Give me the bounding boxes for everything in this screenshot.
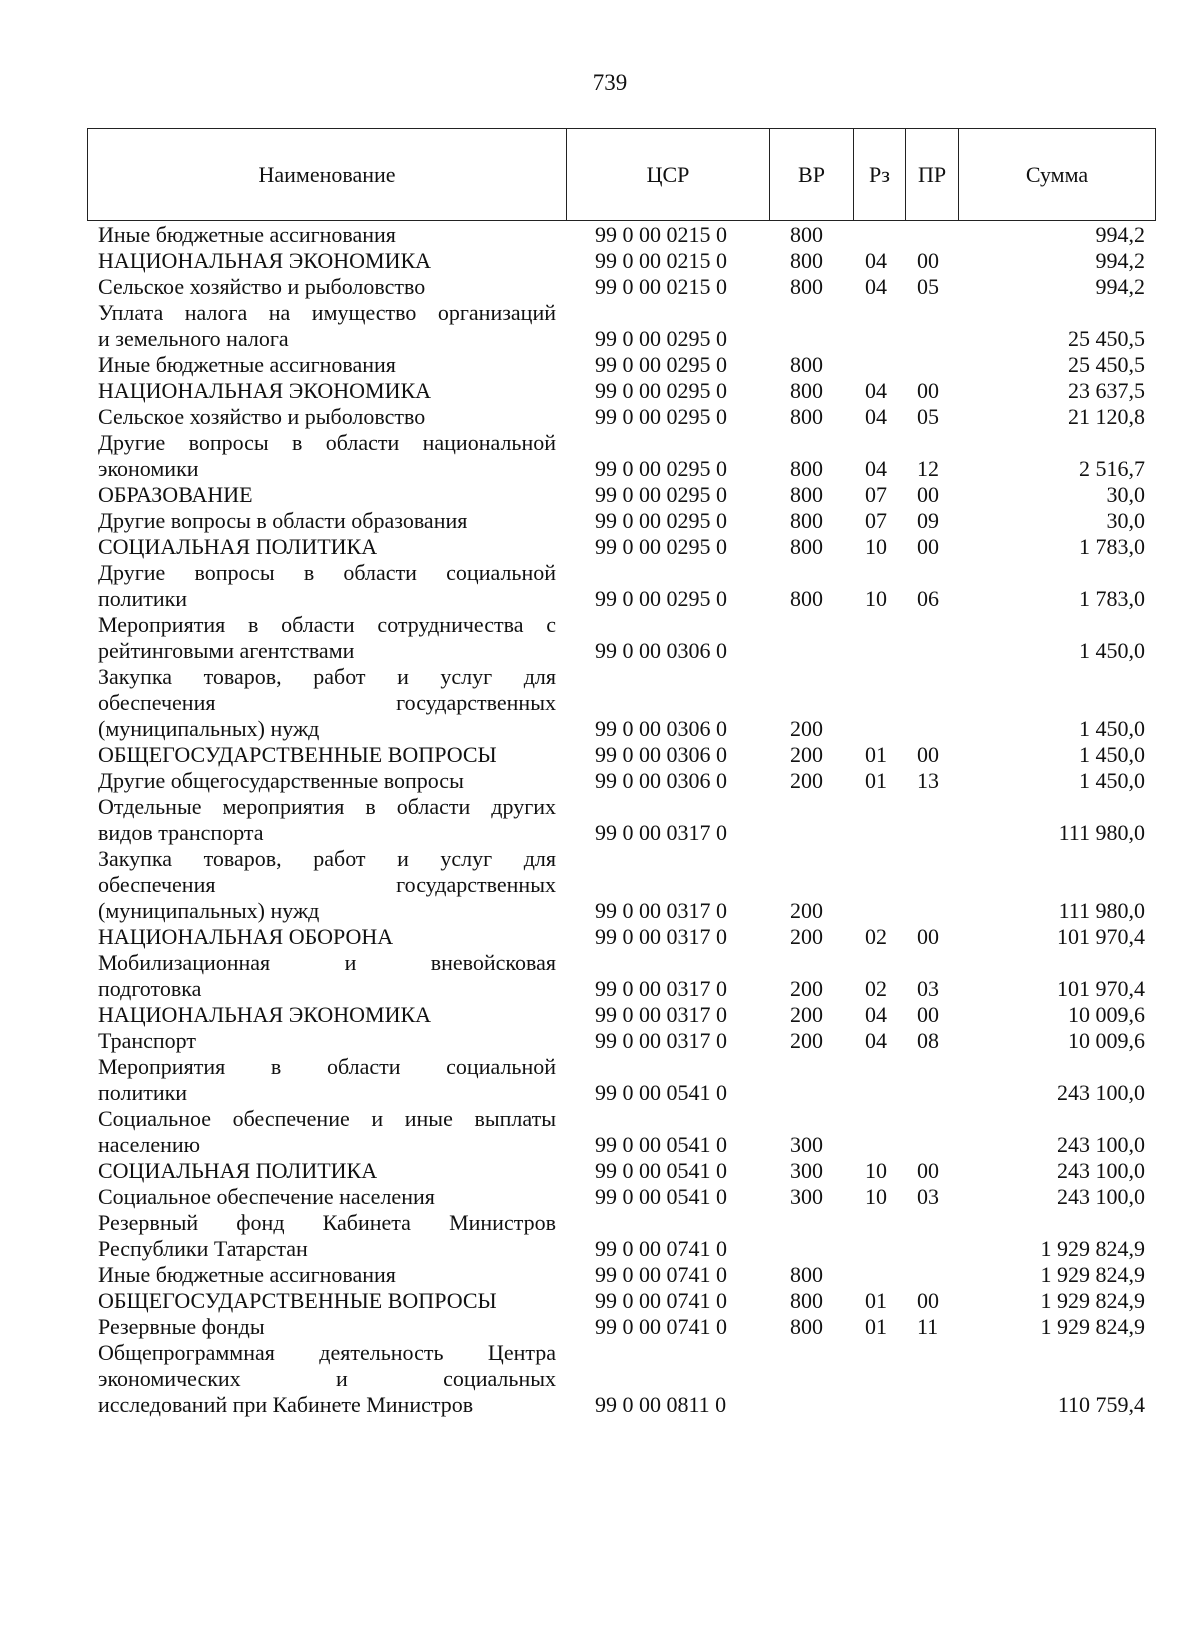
row-vr: 200 bbox=[790, 716, 823, 741]
table-row bbox=[0, 300, 1200, 352]
row-name bbox=[98, 404, 556, 430]
row-pr: 00 bbox=[917, 1002, 939, 1027]
row-name-line: рейтинговыми агентствами bbox=[98, 638, 355, 663]
row-pr: 00 bbox=[917, 924, 939, 949]
row-csr: 99 0 00 0741 0 bbox=[595, 1236, 727, 1261]
row-name-line: Резервный фонд Кабинета Министров bbox=[98, 1210, 556, 1235]
row-sum: 1 783,0 bbox=[1079, 586, 1145, 611]
row-csr: 99 0 00 0295 0 bbox=[595, 378, 727, 403]
row-rz: 10 bbox=[865, 586, 887, 611]
row-name-line: экономики bbox=[98, 456, 199, 481]
row-sum: 10 009,6 bbox=[1068, 1002, 1145, 1027]
row-sum: 101 970,4 bbox=[1057, 976, 1145, 1001]
row-rz: 01 bbox=[865, 768, 887, 793]
row-name bbox=[98, 352, 556, 378]
row-name-line: Иные бюджетные ассигнования bbox=[98, 352, 396, 377]
row-sum: 243 100,0 bbox=[1057, 1184, 1145, 1209]
row-sum: 994,2 bbox=[1095, 274, 1145, 299]
row-rz: 01 bbox=[865, 1288, 887, 1313]
header-sum: Сумма bbox=[959, 129, 1156, 221]
row-csr: 99 0 00 0741 0 bbox=[595, 1314, 727, 1339]
row-name-line: Сельское хозяйство и рыболовство bbox=[98, 404, 426, 429]
row-sum: 1 929 824,9 bbox=[1040, 1314, 1145, 1339]
row-sum: 994,2 bbox=[1095, 248, 1145, 273]
row-csr: 99 0 00 0317 0 bbox=[595, 898, 727, 923]
header-pr: ПР bbox=[906, 129, 959, 221]
row-rz: 10 bbox=[865, 1184, 887, 1209]
row-pr: 13 bbox=[917, 768, 939, 793]
row-name-line: (муниципальных) нужд bbox=[98, 716, 320, 741]
row-sum: 30,0 bbox=[1106, 508, 1145, 533]
row-name-line: Социальное обеспечение населения bbox=[98, 1184, 435, 1209]
row-csr: 99 0 00 0317 0 bbox=[595, 924, 727, 949]
row-name-line: обеспечения государственных bbox=[98, 872, 556, 897]
row-name-line: Другие вопросы в области национальной bbox=[98, 430, 556, 455]
row-vr: 200 bbox=[790, 924, 823, 949]
row-csr: 99 0 00 0295 0 bbox=[595, 352, 727, 377]
row-rz: 10 bbox=[865, 1158, 887, 1183]
row-sum: 111 980,0 bbox=[1058, 820, 1145, 845]
row-pr: 00 bbox=[917, 534, 939, 559]
row-pr: 09 bbox=[917, 508, 939, 533]
row-csr: 99 0 00 0295 0 bbox=[595, 456, 727, 481]
row-pr: 03 bbox=[917, 1184, 939, 1209]
page-number: 739 bbox=[592, 70, 628, 95]
row-csr: 99 0 00 0306 0 bbox=[595, 716, 727, 741]
row-sum: 994,2 bbox=[1095, 222, 1145, 247]
row-vr: 800 bbox=[790, 586, 823, 611]
row-name-line: (муниципальных) нужд bbox=[98, 898, 320, 923]
row-csr: 99 0 00 0295 0 bbox=[595, 326, 727, 351]
row-name bbox=[98, 612, 556, 664]
row-sum: 243 100,0 bbox=[1057, 1132, 1145, 1157]
row-name-line: Мероприятия в области сотрудничества с bbox=[98, 612, 556, 637]
row-vr: 200 bbox=[790, 742, 823, 767]
row-vr: 800 bbox=[790, 508, 823, 533]
row-name-line: Иные бюджетные ассигнования bbox=[98, 222, 396, 247]
row-sum: 243 100,0 bbox=[1057, 1080, 1145, 1105]
row-vr: 300 bbox=[790, 1132, 823, 1157]
row-name bbox=[98, 1210, 556, 1262]
row-name-line: политики bbox=[98, 586, 188, 611]
row-sum: 1 450,0 bbox=[1079, 716, 1145, 741]
row-name bbox=[98, 1028, 556, 1054]
row-csr: 99 0 00 0295 0 bbox=[595, 534, 727, 559]
row-sum: 101 970,4 bbox=[1057, 924, 1145, 949]
row-name-line: Другие общегосударственные вопросы bbox=[98, 768, 464, 793]
row-name-line: НАЦИОНАЛЬНАЯ ЭКОНОМИКА bbox=[98, 378, 432, 403]
row-name-line: Другие вопросы в области социальной bbox=[98, 560, 556, 585]
row-name-line: НАЦИОНАЛЬНАЯ ЭКОНОМИКА bbox=[98, 1002, 432, 1027]
row-name bbox=[98, 1262, 556, 1288]
row-name bbox=[98, 768, 556, 794]
row-csr: 99 0 00 0317 0 bbox=[595, 976, 727, 1001]
row-pr: 00 bbox=[917, 482, 939, 507]
row-pr: 00 bbox=[917, 742, 939, 767]
row-csr: 99 0 00 0306 0 bbox=[595, 742, 727, 767]
row-pr: 05 bbox=[917, 274, 939, 299]
row-csr: 99 0 00 0317 0 bbox=[595, 820, 727, 845]
row-vr: 200 bbox=[790, 1002, 823, 1027]
table-row bbox=[0, 1028, 1200, 1054]
row-sum: 1 450,0 bbox=[1079, 638, 1145, 663]
row-sum: 243 100,0 bbox=[1057, 1158, 1145, 1183]
row-csr: 99 0 00 0317 0 bbox=[595, 1002, 727, 1027]
row-vr: 800 bbox=[790, 1288, 823, 1313]
row-name-line: Резервные фонды bbox=[98, 1314, 265, 1339]
row-csr: 99 0 00 0306 0 bbox=[595, 768, 727, 793]
table-row bbox=[0, 248, 1200, 274]
table-body bbox=[0, 222, 1200, 1418]
row-vr: 300 bbox=[790, 1158, 823, 1183]
row-pr: 06 bbox=[917, 586, 939, 611]
row-csr: 99 0 00 0295 0 bbox=[595, 482, 727, 507]
row-pr: 03 bbox=[917, 976, 939, 1001]
row-name-line: населению bbox=[98, 1132, 201, 1157]
row-pr: 00 bbox=[917, 248, 939, 273]
row-name-line: Мероприятия в области социальной bbox=[98, 1054, 556, 1079]
row-name-line: Республики Татарстан bbox=[98, 1236, 308, 1261]
row-name-line: политики bbox=[98, 1080, 188, 1105]
row-name bbox=[98, 534, 556, 560]
row-sum: 1 450,0 bbox=[1079, 768, 1145, 793]
row-rz: 04 bbox=[865, 404, 887, 429]
row-vr: 800 bbox=[790, 352, 823, 377]
table-row bbox=[0, 378, 1200, 404]
row-vr: 800 bbox=[790, 1262, 823, 1287]
row-vr: 300 bbox=[790, 1184, 823, 1209]
row-csr: 99 0 00 0541 0 bbox=[595, 1158, 727, 1183]
row-name-line: Сельское хозяйство и рыболовство bbox=[98, 274, 426, 299]
table-row bbox=[0, 612, 1200, 664]
row-sum: 2 516,7 bbox=[1079, 456, 1145, 481]
row-sum: 1 450,0 bbox=[1079, 742, 1145, 767]
row-pr: 05 bbox=[917, 404, 939, 429]
row-name-line: ОБЩЕГОСУДАРСТВЕННЫЕ ВОПРОСЫ bbox=[98, 1288, 497, 1313]
row-csr: 99 0 00 0811 0 bbox=[595, 1392, 727, 1417]
row-csr: 99 0 00 0215 0 bbox=[595, 274, 727, 299]
row-sum: 23 637,5 bbox=[1068, 378, 1145, 403]
row-sum: 25 450,5 bbox=[1068, 326, 1145, 351]
row-rz: 01 bbox=[865, 742, 887, 767]
row-name bbox=[98, 482, 556, 508]
table-row bbox=[0, 534, 1200, 560]
row-rz: 02 bbox=[865, 976, 887, 1001]
row-sum: 1 929 824,9 bbox=[1040, 1262, 1145, 1287]
header-name: Наименование bbox=[88, 129, 567, 221]
row-csr: 99 0 00 0741 0 bbox=[595, 1288, 727, 1313]
row-name-line: Другие вопросы в области образования bbox=[98, 508, 468, 533]
row-name bbox=[98, 1288, 556, 1314]
row-sum: 10 009,6 bbox=[1068, 1028, 1145, 1053]
row-rz: 01 bbox=[865, 1314, 887, 1339]
row-vr: 200 bbox=[790, 898, 823, 923]
row-sum: 21 120,8 bbox=[1068, 404, 1145, 429]
table-row bbox=[0, 742, 1200, 768]
row-csr: 99 0 00 0541 0 bbox=[595, 1184, 727, 1209]
row-name bbox=[98, 248, 556, 274]
table-row bbox=[0, 560, 1200, 612]
row-name-line: НАЦИОНАЛЬНАЯ ОБОРОНА bbox=[98, 924, 394, 949]
row-name-line: Закупка товаров, работ и услуг для bbox=[98, 664, 556, 689]
row-vr: 800 bbox=[790, 404, 823, 429]
row-vr: 200 bbox=[790, 976, 823, 1001]
row-name bbox=[98, 742, 556, 768]
row-vr: 800 bbox=[790, 534, 823, 559]
row-vr: 800 bbox=[790, 1314, 823, 1339]
row-name bbox=[98, 222, 556, 248]
table-row bbox=[0, 1340, 1200, 1418]
row-name-line: Мобилизационная и вневойсковая bbox=[98, 950, 556, 975]
row-name-line: и земельного налога bbox=[98, 326, 289, 351]
table-row bbox=[0, 768, 1200, 794]
row-vr: 800 bbox=[790, 222, 823, 247]
row-name bbox=[98, 1158, 556, 1184]
header-csr: ЦСР bbox=[567, 129, 770, 221]
row-name bbox=[98, 846, 556, 924]
row-rz: 10 bbox=[865, 534, 887, 559]
row-name bbox=[98, 1106, 556, 1158]
row-name-line: видов транспорта bbox=[98, 820, 264, 845]
row-rz: 04 bbox=[865, 1028, 887, 1053]
table-row bbox=[0, 664, 1200, 742]
table-row bbox=[0, 950, 1200, 1002]
table-row bbox=[0, 430, 1200, 482]
row-rz: 07 bbox=[865, 482, 887, 507]
table-row bbox=[0, 1054, 1200, 1106]
table-row bbox=[0, 1106, 1200, 1158]
row-vr: 800 bbox=[790, 482, 823, 507]
row-rz: 04 bbox=[865, 378, 887, 403]
table-row bbox=[0, 1262, 1200, 1288]
row-name-line: Общепрограммная деятельность Центра bbox=[98, 1340, 556, 1365]
row-csr: 99 0 00 0215 0 bbox=[595, 222, 727, 247]
row-vr: 800 bbox=[790, 248, 823, 273]
row-name bbox=[98, 1184, 556, 1210]
row-vr: 800 bbox=[790, 274, 823, 299]
row-rz: 04 bbox=[865, 1002, 887, 1027]
row-name-line: Иные бюджетные ассигнования bbox=[98, 1262, 396, 1287]
row-name-line: Отдельные мероприятия в области других bbox=[98, 794, 556, 819]
row-csr: 99 0 00 0295 0 bbox=[595, 586, 727, 611]
table-row bbox=[0, 794, 1200, 846]
row-sum: 111 980,0 bbox=[1058, 898, 1145, 923]
row-csr: 99 0 00 0317 0 bbox=[595, 1028, 727, 1053]
table-row bbox=[0, 508, 1200, 534]
table-header bbox=[87, 128, 1156, 221]
table-row bbox=[0, 1158, 1200, 1184]
table-row bbox=[0, 1288, 1200, 1314]
row-name bbox=[98, 378, 556, 404]
row-vr: 200 bbox=[790, 768, 823, 793]
table-row bbox=[0, 352, 1200, 378]
table-row bbox=[0, 846, 1200, 924]
row-vr: 200 bbox=[790, 1028, 823, 1053]
row-sum: 110 759,4 bbox=[1057, 1392, 1145, 1417]
row-name-line: Закупка товаров, работ и услуг для bbox=[98, 846, 556, 871]
row-pr: 00 bbox=[917, 1288, 939, 1313]
row-name-line: СОЦИАЛЬНАЯ ПОЛИТИКА bbox=[98, 1158, 378, 1183]
row-name bbox=[98, 300, 556, 352]
row-sum: 1 929 824,9 bbox=[1040, 1288, 1145, 1313]
row-rz: 04 bbox=[865, 274, 887, 299]
row-csr: 99 0 00 0306 0 bbox=[595, 638, 727, 663]
row-vr: 800 bbox=[790, 456, 823, 481]
table-row bbox=[0, 924, 1200, 950]
table-row bbox=[0, 404, 1200, 430]
row-csr: 99 0 00 0541 0 bbox=[595, 1132, 727, 1157]
row-csr: 99 0 00 0541 0 bbox=[595, 1080, 727, 1105]
row-rz: 02 bbox=[865, 924, 887, 949]
row-name bbox=[98, 1054, 556, 1106]
row-name-line: подготовка bbox=[98, 976, 202, 1001]
header-rz: Рз bbox=[854, 129, 906, 221]
row-pr: 00 bbox=[917, 1158, 939, 1183]
row-name-line: Социальное обеспечение и иные выплаты bbox=[98, 1106, 556, 1131]
row-sum: 1 783,0 bbox=[1079, 534, 1145, 559]
row-name-line: исследований при Кабинете Министров bbox=[98, 1392, 474, 1417]
row-vr: 800 bbox=[790, 378, 823, 403]
row-rz: 07 bbox=[865, 508, 887, 533]
row-name bbox=[98, 1340, 556, 1418]
row-pr: 12 bbox=[917, 456, 939, 481]
table-row bbox=[0, 482, 1200, 508]
header-vr: ВР bbox=[770, 129, 854, 221]
row-name-line: НАЦИОНАЛЬНАЯ ЭКОНОМИКА bbox=[98, 248, 432, 273]
row-sum: 25 450,5 bbox=[1068, 352, 1145, 377]
row-name bbox=[98, 924, 556, 950]
row-name bbox=[98, 1314, 556, 1340]
row-pr: 08 bbox=[917, 1028, 939, 1053]
row-csr: 99 0 00 0295 0 bbox=[595, 404, 727, 429]
row-csr: 99 0 00 0215 0 bbox=[595, 248, 727, 273]
row-name-line: ОБРАЗОВАНИЕ bbox=[98, 482, 253, 507]
table-row bbox=[0, 1184, 1200, 1210]
table-row bbox=[0, 1002, 1200, 1028]
row-csr: 99 0 00 0295 0 bbox=[595, 508, 727, 533]
row-sum: 30,0 bbox=[1106, 482, 1145, 507]
row-rz: 04 bbox=[865, 456, 887, 481]
row-pr: 11 bbox=[917, 1314, 939, 1339]
row-pr: 00 bbox=[917, 378, 939, 403]
row-name-line: обеспечения государственных bbox=[98, 690, 556, 715]
row-csr: 99 0 00 0741 0 bbox=[595, 1262, 727, 1287]
table-row bbox=[0, 274, 1200, 300]
row-name-line: Транспорт bbox=[98, 1028, 197, 1053]
row-name bbox=[98, 274, 556, 300]
row-name bbox=[98, 430, 556, 482]
row-name bbox=[98, 1002, 556, 1028]
row-name-line: экономических и социальных bbox=[98, 1366, 556, 1391]
table-row bbox=[0, 1314, 1200, 1340]
row-rz: 04 bbox=[865, 248, 887, 273]
row-sum: 1 929 824,9 bbox=[1040, 1236, 1145, 1261]
row-name bbox=[98, 560, 556, 612]
table-row bbox=[0, 222, 1200, 248]
row-name bbox=[98, 508, 556, 534]
row-name-line: СОЦИАЛЬНАЯ ПОЛИТИКА bbox=[98, 534, 378, 559]
row-name bbox=[98, 664, 556, 742]
row-name bbox=[98, 950, 556, 1002]
row-name bbox=[98, 794, 556, 846]
table-row bbox=[0, 1210, 1200, 1262]
row-name-line: ОБЩЕГОСУДАРСТВЕННЫЕ ВОПРОСЫ bbox=[98, 742, 497, 767]
row-name-line: Уплата налога на имущество организаций bbox=[98, 300, 556, 325]
